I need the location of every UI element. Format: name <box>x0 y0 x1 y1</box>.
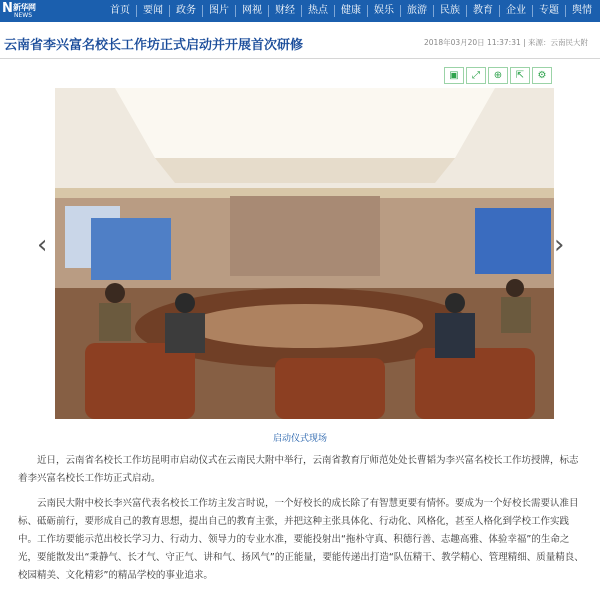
qrcode-icon[interactable]: ▣ <box>444 67 464 84</box>
article-paragraph: 云南民大附中校长李兴富代表名校长工作坊主发言时说，一个好校长的成长除了有智慧更要有情怀。要成为一个好校长需要认准目标、砥砺前行，要形成自己的教育思想，提出自己的教育主张，并把这种主张具体化、行动化、风格化，甚至人格化到学校工作实践中。工作坊要能示范出校长学习力、行动力、领导力的专业水准，要能投射出“拖朴守真、积德行善、志趣高雅、体验幸福”的生命之光，要能散发出“秉静气、长才气、守正气、讲和气、扬风气”的正能量，要能传递出打造“队伍精干、教学精心、管理精细、质量精良、校园精美、文化精彩”的精品学校的事业追求。 <box>18 498 584 581</box>
nav-menu <box>104 0 598 22</box>
next-image-arrow[interactable]: › <box>554 230 565 260</box>
top-navigation-bar <box>0 0 600 22</box>
nav-item-topics[interactable]: 专题 <box>532 5 565 17</box>
nav-item-education[interactable]: 教育 <box>466 5 499 17</box>
meeting-photo-illustration <box>55 88 554 419</box>
nav-item-politics[interactable]: 政务 <box>169 5 202 17</box>
nav-item-video[interactable]: 网视 <box>235 5 268 17</box>
logo-mark: N <box>2 1 13 16</box>
share-icon[interactable]: ⇱ <box>510 67 530 84</box>
nav-item-photos[interactable]: 图片 <box>202 5 235 17</box>
nav-item-opinion[interactable]: 舆情 <box>565 5 598 17</box>
settings-icon[interactable]: ⚙ <box>532 67 552 84</box>
nav-item-business[interactable]: 企业 <box>499 5 532 17</box>
article-toolbar <box>442 67 552 84</box>
nav-item-home[interactable]: 首页 <box>110 5 130 16</box>
article-photo <box>55 88 554 419</box>
nav-item-entertainment[interactable]: 娱乐 <box>367 5 400 17</box>
article-paragraph: 近日，云南省名校长工作坊昆明市启动仪式在云南民大附中举行，云南省教育厅师范处处长曹韬为李兴富名校长工作坊授牌，标志着李兴富名校长工作坊正式启动。 <box>18 455 579 484</box>
logo-subtext: NEWS <box>14 12 33 19</box>
article-title: 云南省李兴富名校长工作坊正式启动并开展首次研修 <box>4 38 304 53</box>
title-divider <box>0 58 600 59</box>
nav-item-news[interactable]: 要闻 <box>136 5 169 17</box>
zoom-icon[interactable]: ⊕ <box>488 67 508 84</box>
nav-item-health[interactable]: 健康 <box>334 5 367 17</box>
article-meta: 2018年03月20日 11:37:31 | 来源：云南民大附 <box>424 38 589 47</box>
nav-item-ethnic[interactable]: 民族 <box>433 5 466 17</box>
fullscreen-icon[interactable]: ⤢ <box>466 67 486 84</box>
photo-caption: 启动仪式现场 <box>272 434 327 444</box>
prev-image-arrow[interactable]: ‹ <box>37 230 48 260</box>
logo-text: 新华网 <box>13 3 36 12</box>
site-logo[interactable] <box>2 1 40 21</box>
nav-item-travel[interactable]: 旅游 <box>400 5 433 17</box>
nav-item-hot[interactable]: 热点 <box>301 5 334 17</box>
nav-item-finance[interactable]: 财经 <box>268 5 301 17</box>
